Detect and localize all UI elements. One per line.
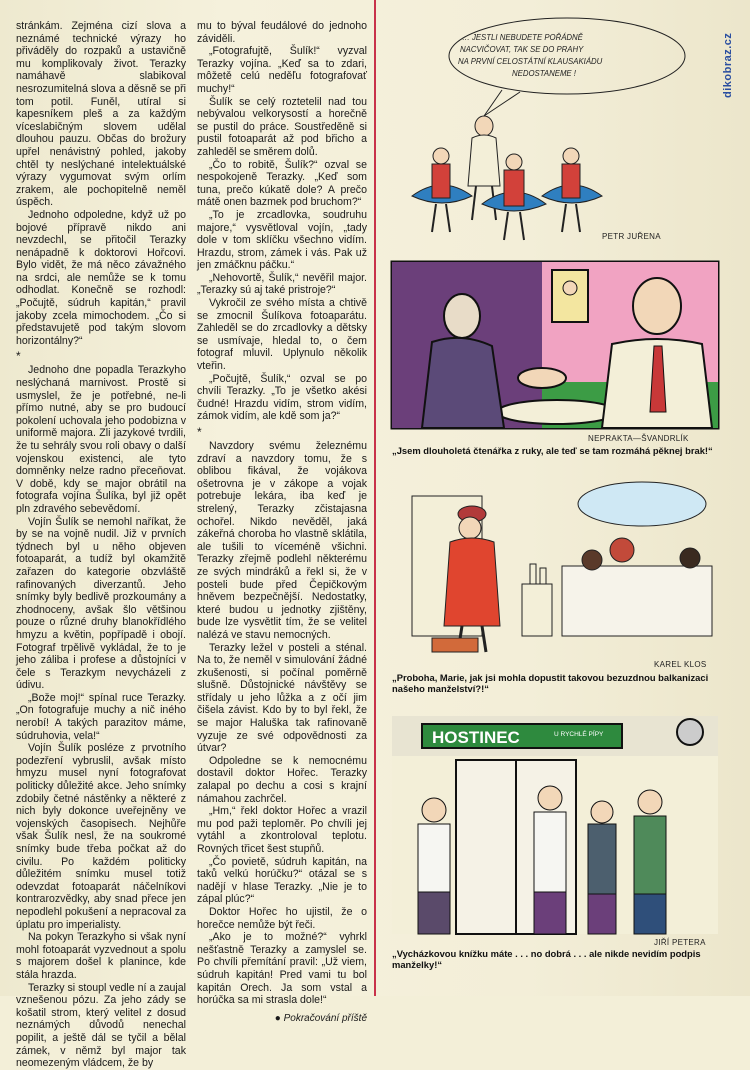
suitcase-icon: [432, 638, 478, 652]
paragraph: Terazky ležel v posteli a sténal. Na to, že neměl v simulování žádné zkušenosti, si počínal poměrně slušně. Důstojnické návštěvy se střídaly u jeho lůžka a z očí jim čišela závist. Kdo by to byl řekl, že se major Haluška tak rafinovaně vyzuje ze své odpovědnosti za útvar?: [197, 641, 367, 755]
paragraph: „Fotografujtě, Šulík!“ vyzval Terazky vojína. „Keď sa to zdari, môžetě celú neděľu fotografovať muchy!“: [197, 45, 367, 95]
cartoon-klos-illustration: [392, 476, 718, 656]
sign-text: HOSTINEC: [432, 728, 520, 747]
sign-subtext: U RYCHLÉ PÍPY: [554, 731, 604, 738]
cartoon-neprakta-illustration: [392, 262, 718, 428]
cartoon-caption: „Vycházkovou knížku máte . . . no dobrá . . . ale nikde nevidím podpis manželky!“: [392, 948, 701, 970]
section-separator: *: [16, 349, 21, 364]
lamp-icon: [677, 719, 703, 745]
cartoon-juřena: [392, 14, 720, 254]
woman-figure-icon: [610, 538, 634, 562]
speech-line: NA PRVNÍ CELOSTÁTNÍ KLAUSAKIÁDU: [458, 57, 603, 66]
paragraph: Vykročil ze svého místa a chtivě se zmocnil Šulíkova fotoaparátu. Zahleděl se do zrcadlovky a dětsky se usmívaje, hledal to, o čem fotograf mluvil. Uplynulo několik vteřin.: [197, 297, 367, 373]
cartoon-author: JIŘÍ PETERA: [654, 938, 706, 947]
continued-note: ● Pokračování příště: [274, 1012, 367, 1024]
cartoon-author: PETR JUŘENA: [602, 232, 661, 241]
child-figure-icon: [582, 550, 602, 570]
paragraph: Odpoledne se k nemocnému dostavil doktor Hořec. Terazky zalapal po dechu a cosi s krajní námahou zachrčel.: [197, 754, 367, 805]
hand-icon: [518, 368, 566, 388]
paragraph: Terazky si stoupl vedle ní a zaujal vznešenou pózu. Za jeho zády se košatil strom, který velitel z dosud neznámých důvodů nenechal popilit, a ještě dál se tyčil a bělal zámek, v němž byl major tak neomezeným vládcem, že by: [16, 981, 186, 1070]
paragraph: Doktor Hořec ho ujistil, že o horečce nemůže být řeči.: [197, 905, 367, 931]
paragraph: Navzdory svému železnému zdraví a navzdory tomu, že s oblibou fikával, že vojákova ošetrovna je v zákope a vojak potrebuje lekára, iba keď je strelený, Terazky zčistajasna ochořel. Nikdo nevěděl, jaká zákeřná choroba ho vlastně sklátila, ale tušili to víceméně všichni. Terazky zřejmě podlehl některému ze svých mindráků a řekl si, že v posteli bude před Čepičkovým hněvem bezpečnější. Nedostatky, které budou u jednotky zjištěny, bude lze vysvětlit tím, že se velitel nalézá ve stavu nemocných.: [197, 440, 367, 641]
text-column-2: [197, 20, 367, 1025]
cartoon-petera: [392, 716, 718, 986]
paragraph: Jednoho odpoledne, když už po bojové přípravě nikdo ani nevzdechl, se přitočil Terazky nenápadně k doktorovi Hořcovi. Bylo vidět, že má něco závažného na srdci, ale nemůže se k tomu odhodlat. Konečně se rozhodl: „Počujtě, súdruh kapitán,“ pravil jakoby zcela mimochodem. „Čo si představujetě pod takým slovom horizontálny?“: [16, 208, 186, 347]
cartoon-petera-illustration: [392, 716, 718, 934]
paragraph: Jednoho dne popadla Terazkyho neslýchaná marnivost. Prostě si usmyslel, že je potřebné, ne-li přímo nutné, aby se pro budoucí pokolení uchovala jeho podobizna v uniformě majora. Zli jazykové tvrdili, že tu sehrály svou roli obavy o další vojenskou existenci, ale tyto domněnky nelze radno přeceňovat. V době, kdy se major obrátil na fotografa vojína Šulíka, byl již opět pln zdravého sebevědomí.: [16, 364, 186, 515]
bullet-icon: ●: [274, 1012, 284, 1024]
text-column-1: [16, 20, 186, 1070]
dancer-figure-icon: [412, 148, 472, 232]
angel-picture-icon: [552, 270, 588, 322]
speech-bubble-icon: [449, 18, 685, 94]
table-icon: [497, 400, 617, 424]
speech-line: NACVIČOVAT, TAK SE DO PRAHY: [460, 45, 584, 54]
speech-line: NEDOSTANEME !: [512, 69, 576, 78]
paragraph: mu to býval feudálové do jednoho záviděli.: [197, 20, 367, 45]
thought-bubble-icon: [578, 482, 706, 526]
paragraph: „Čo povietě, súdruh kapitán, na taků velkú horúčku?“ otázal se s nadějí v hlase Terazky. „Nie je to zápal plúc?“: [197, 855, 367, 906]
cartoon-klos: [392, 476, 718, 712]
paragraph: „To je zrcadlovka, soudruhu majore,“ vysvětloval vojín, „tady dole v tom sklíčku všechno vidím. Hrazdu, strom, zámek i vás. Pak už jen zmáčknu páčku.“: [197, 208, 367, 272]
cartoon-neprakta: [392, 262, 718, 468]
man-figure-icon: [680, 548, 700, 568]
paragraph: „Hm,“ řekl doktor Hořec a vrazil mu pod paži teploměr. Po chvíli jej vytáhl a zkontroloval teplotu. Rovných třicet šest stupňů.: [197, 805, 367, 855]
paragraph: „Čo to robitě, Šulík?“ ozval se nespokojeně Terazky. „Keď som tuna, prečo kúkatě dole? A prečo mátě onen bazmek pod bruchom?“: [197, 158, 367, 209]
paragraph: Vojín Šulík se nemohl naříkat, že by se na vojně nudil. Již v prvních týdnech byl u něho objeven fotoaparát, a tudíž byl okamžitě zařazen do kategorie obzvláště rafinovaných diverzantů. Jeho snímky byly bedlivě prozkoumány a zhodnoceny, avšak šlo většinou pouze o různé druhy blanokřídlého hmyzu a květin, popřípadě i obojí. Fotograf trpělivě vykládal, že to je jeho záliba i profese a důstojníci v čele s Terazkym nevycházeli z údivu.: [16, 515, 186, 692]
bed-icon: [562, 566, 712, 636]
paragraph: „Počujtě, Šulík,“ ozval se po chvíli Terazky. „To je všetko akési čudné! Hrazdu vidím, strom vidím, zámok vidím, ale kdě som ja?“: [197, 372, 367, 423]
paragraph: stránkám. Zejména cizí slova a neznámé technické výrazy ho přiváděly do rozpaků a ustavičně mu komplikovaly život. Terazky namáhavě slabikoval nesrozumitelná slova a děsně se při tom potil. Funěl, utíral si kapesníkem pleš a za každým víceslabičným slovem udělal dlouhou pauzu. Občas do brožury upřel nenávistný pohled, jakoby chtěl ty neslýchané intelektuálské výrazy vygumovat svým orlím zrakem, ale pochopitelně neměl úspěch.: [16, 20, 186, 209]
paragraph: Šulík se celý roztetelil nad tou nebývalou velkorysostí a horečně se pustil do práce. Soustředěně si pustil fotoaparát až pod břicho a zahleděl se směrem dolů.: [197, 95, 367, 158]
paragraph: Na pokyn Terazkyho si však nyní mohl fotoaparát vyzvednout a spolu s majorem došel k planince, kde stála hrazda.: [16, 931, 186, 981]
paragraph: „Bože moj!“ spínal ruce Terazky. „On fotografuje muchy a nič iného nerobí! A takých parazitov máme, súdruhovia, vela!“: [16, 691, 186, 742]
cartoon-caption: „Proboha, Marie, jak jsi mohla dopustit takovou bezuzdnou balkanizaci našeho manželství?!“: [392, 672, 709, 694]
paragraph: Vojín Šulík posléze z prvotního podezření vybruslil, avšak místo hmyzu musel nyní fotografovat politicky důležité akce. Jeho snímky zdobily četné nástěnky a některé z nich byly dokonce uveřejněny ve vojenských časopisech. Nejhůře však Šulík nesl, že na soukromé snímky bude třeba počkat až do civilu. Po každém politicky důležitém snímku musel totiž odevzdat fotoaparát náčelníkovi kontrarozvědky, aby snad přece jen nepodlehl pokušení a nepracoval za úplatu pro imperialisty.: [16, 742, 186, 931]
cartoon-author: KAREL KLOS: [654, 660, 707, 669]
paragraph: „Ako je to možné?“ vyhrkl nešťastně Terazky a zamyslel se. Po chvíli přemítání pravil: „Už viem, súdruh kapitán! Pred vami tu bol kapitán Orech. Ja som vstal a horúčka sa mi strasla dole!“: [197, 931, 367, 1007]
cartoon-caption: „Jsem dlouholetá čtenářka z ruky, ale teď se tam rozmáhá pěknej brak!“: [392, 445, 713, 456]
cabinet-icon: [522, 584, 552, 636]
cartoon-author: NEPRAKTA—ŠVANDRLÍK: [588, 434, 689, 443]
speech-line: … JESTLI NEBUDETE POŘÁDNĚ: [462, 33, 583, 42]
section-separator: *: [197, 425, 202, 439]
dancer-figure-icon: [542, 148, 602, 232]
red-divider: [374, 0, 376, 996]
cartoon-juřena-illustration: [392, 14, 720, 254]
paragraph: „Nehovortě, Šulík,“ nevěřil major. „Terazky sú aj také pristroje?“: [197, 271, 367, 297]
brand-watermark: dikobraz.cz: [722, 32, 734, 98]
